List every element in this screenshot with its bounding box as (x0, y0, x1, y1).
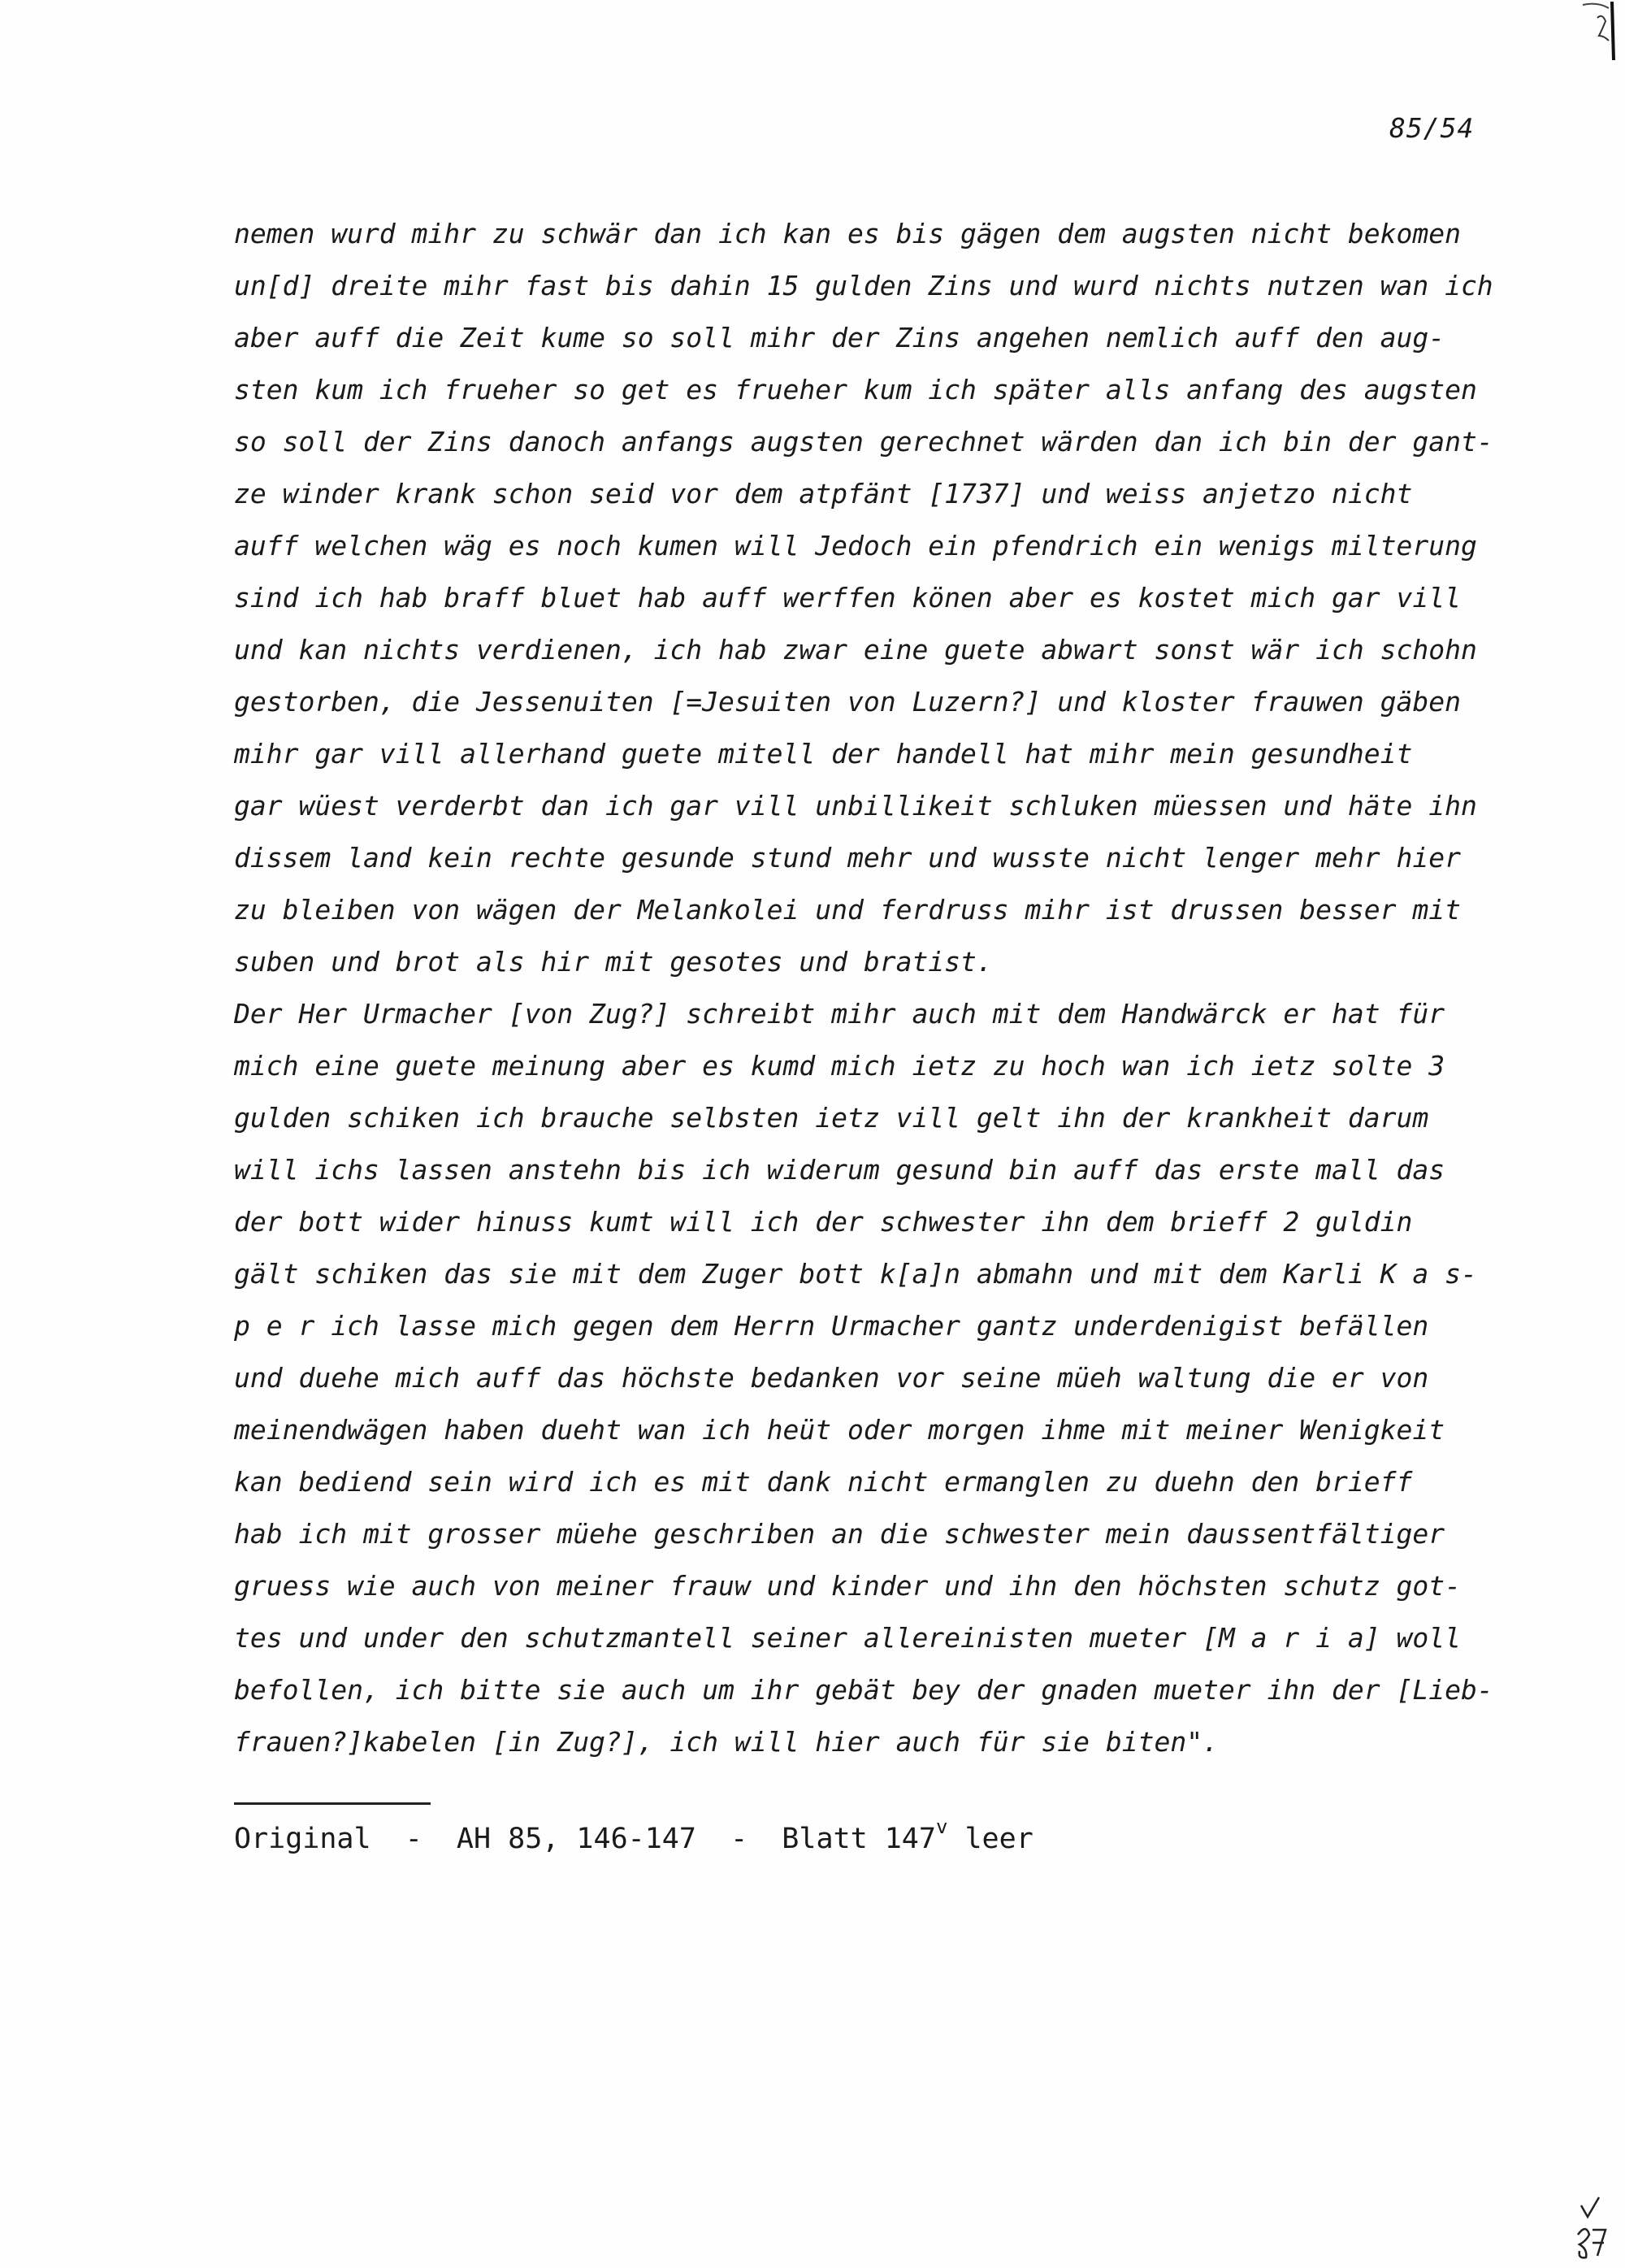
text-line: p e r ich lasse mich gegen dem Herrn Urmacher gantz underdenigist befällen (234, 1310, 1429, 1342)
text-line: tes und under den schutzmantell seiner allereinisten mueter [M a r i a] woll (234, 1622, 1461, 1654)
text-line: gestorben, die Jessenuiten [=Jesuiten von Luzern?] und kloster frauwen gäben (234, 686, 1461, 718)
text-line: auff welchen wäg es noch kumen will Jedoch ein pfendrich ein wenigs milterung (234, 530, 1477, 562)
archive-stamp-mark (1581, 0, 1620, 65)
text-line: Der Her Urmacher [von Zug?] schreibt mihr auch mit dem Handwärck er hat für (234, 998, 1445, 1030)
text-line: sind ich hab braff bluet hab auff werffen könen aber es kostet mich gar vill (234, 582, 1461, 614)
text-line: hab ich mit grosser müehe geschriben an die schwester mein daussentfältiger (234, 1518, 1445, 1550)
footnote-rule (234, 1802, 431, 1805)
text-line: zu bleiben von wägen der Melankolei und ferdruss mihr ist drussen besser mit (234, 894, 1461, 926)
text-line: suben und brot als hir mit gesotes und bratist. (234, 946, 993, 978)
text-line: dissem land kein rechte gesunde stund mehr und wusste nicht lenger mehr hier (234, 842, 1461, 874)
text-line: un[d] dreite mihr fast bis dahin 15 gulden Zins und wurd nichts nutzen wan ich (234, 270, 1493, 301)
transcription-body (234, 208, 1534, 1768)
text-line: kan bediend sein wird ich es mit dank nicht ermanglen zu duehn den brieff (234, 1466, 1413, 1498)
page-number: 85/54 (1389, 112, 1475, 144)
text-line: mich eine guete meinung aber es kumd mich ietz zu hoch wan ich ietz solte 3 (234, 1050, 1445, 1082)
text-line: und duehe mich auff das höchste bedanken vor seine müeh waltung die er von (234, 1362, 1429, 1394)
text-line: mihr gar vill allerhand guete mitell der handell hat mihr mein gesundheit (234, 738, 1413, 770)
text-line: nemen wurd mihr zu schwär dan ich kan es bis gägen dem augsten nicht bekomen (234, 218, 1461, 249)
handwritten-folio-mark (1566, 2194, 1615, 2259)
text-line: so soll der Zins danoch anfangs augsten gerechnet wärden dan ich bin der gant- (234, 426, 1493, 458)
text-line: befollen, ich bitte sie auch um ihr gebät bey der gnaden mueter ihn der [Lieb- (234, 1674, 1493, 1706)
text-line: und kan nichts verdienen, ich hab zwar eine guete abwart sonst wär ich schohn (234, 634, 1477, 666)
text-line: aber auff die Zeit kume so soll mihr der Zins angehen nemlich auff den aug- (234, 322, 1445, 353)
text-line: gulden schiken ich brauche selbsten ietz vill gelt ihn der krankheit darum (234, 1102, 1429, 1134)
text-line: frauen?]kabelen [in Zug?], ich will hier auch für sie biten". (234, 1726, 1219, 1758)
source-footer (234, 1815, 1034, 1859)
text-line: sten kum ich frueher so get es frueher kum ich später alls anfang des augsten (234, 374, 1477, 405)
footer-suffix: leer (947, 1823, 1034, 1855)
footer-source: Original - AH 85, 146-147 - Blatt 147 (234, 1823, 936, 1855)
text-line: gruess wie auch von meiner frauw und kinder und ihn den höchsten schutz got- (234, 1570, 1461, 1602)
text-line: meinendwägen haben dueht wan ich heüt oder morgen ihme mit meiner Wenigkeit (234, 1414, 1445, 1446)
footer-verso-mark: v (935, 1815, 948, 1838)
text-line: will ichs lassen anstehn bis ich widerum gesund bin auff das erste mall das (234, 1154, 1445, 1186)
text-line: gält schiken das sie mit dem Zuger bott k[a]n abmahn und mit dem Karli K a s- (234, 1258, 1477, 1290)
text-line: ze winder krank schon seid vor dem atpfänt [1737] und weiss anjetzo nicht (234, 478, 1413, 510)
text-line: der bott wider hinuss kumt will ich der schwester ihn dem brieff 2 guldin (234, 1206, 1413, 1238)
text-line: gar wüest verderbt dan ich gar vill unbillikeit schluken müessen und häte ihn (234, 790, 1477, 822)
